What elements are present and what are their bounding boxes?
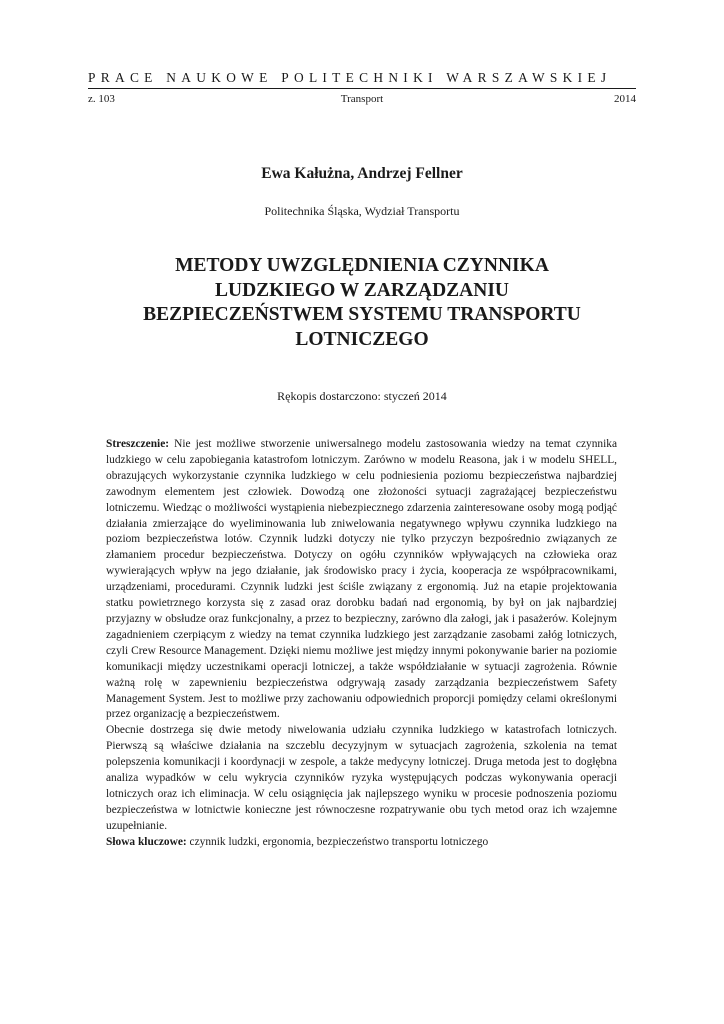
abstract	[106, 437, 617, 851]
abstract-paragraph: Obecnie dostrzega się dwie metody niwelowania udziału czynnika ludzkiego w katastrofach lotniczych. Pierwszą są właściwe działania na szczeblu decyzyjnym w sytuacjach zagrożenia, szkolenia na temat polepszenia komunikacji i koordynacji w zespole, a także medycyny lotniczej. Druga metoda jest to dogłębna analiza wypadków w celu wykrycia czynników ryzyka występujących podczas wykonywania operacji lotniczych oraz ich eliminacja. W celu osiągnięcia jak najlepszego wyniku w procesie podnoszenia poziomu bezpieczeństwa w lotnictwie konieczne jest równoczesne rozpatrywanie obu tych metod oraz ich wzajemne uzupełnianie.	[106, 724, 617, 832]
keywords-label: Słowa kluczowe:	[106, 835, 187, 848]
title-line: LOTNICZEGO	[295, 328, 429, 350]
title-line: LUDZKIEGO W ZARZĄDZANIU	[214, 279, 509, 301]
issue-number: z. 103	[88, 93, 115, 105]
section-name: Transport	[340, 93, 384, 105]
year: 2014	[614, 93, 636, 105]
journal-name: PRACE NAUKOWE POLITECHNIKI WARSZAWSKIEJ	[88, 70, 612, 85]
keywords	[106, 835, 617, 851]
keywords-text: czynnik ludzki, ergonomia, bezpieczeństwo transportu lotniczego	[186, 835, 489, 848]
header-rule	[88, 88, 636, 89]
title-line: METODY UWZGLĘDNIENIA CZYNNIKA	[175, 255, 549, 276]
abstract-label: Streszczenie:	[106, 438, 170, 450]
abstract-paragraph	[106, 437, 617, 723]
authors: Ewa Kałużna, Andrzej Fellner	[261, 165, 463, 182]
affiliation: Politechnika Śląska, Wydział Transportu	[264, 204, 460, 218]
paper-title	[95, 254, 629, 352]
abstract-text: Nie jest możliwe stworzenie uniwersalnego modelu zastosowania wiedzy na temat czynnika ludzkiego w celu zapobiegania katastrofom lotniczym. Zarówno w modelu Reasona, jak i w modelu SHELL, obrazujących wykorzystanie czynnika ludzkiego w celu podniesienia poziomu bezpieczeństwa najbardziej zawodnym elementem jest człowiek. Dowodzą one złożoności sytuacji zagrażającej bezpieczeństwu lotniczemu. Wiedząc o możliwości wystąpienia niebezpiecznego zdarzenia zainteresowane osoby mogą podjąć działania zmierzające do wyeliminowania lub zniwelowania negatywnego wpływu czynnika ludzkiego na poziom bezpieczeństwa lotów. Czynnik ludzki dotyczy nie tylko przyczyn bezpośrednio związanych ze złamaniem procedur bezpieczeństwa. Dotyczy on ogółu czynników wpływających na człowieka oraz wywierających wpływ na jego działanie, jak środowisko pracy i życia, kooperacja ze współpracownikami, urządzeniami, procedurami. Czynnik ludzki jest ściśle związany z ergonomią. Już na etapie projektowania statku powietrznego korzysta się z zasad oraz dorobku badań nad ergonomią, by był on jak najbardziej przyjazny w obsłudze oraz funkcjonalny, a przez to bezpieczny, zarówno dla załogi, jak i pasażerów. Kolejnym zagadnieniem czerpiącym z wiedzy na temat czynnika ludzkiego jest zarządzanie zasobami załóg lotniczych, czyli Crew Resource Management. Dzięki niemu możliwe jest między innymi pokonywanie barier na poziomie komunikacji między uczestnikami operacji lotniczej, a także współdziałanie w sytuacji zagrożenia. Równie ważną rolę w zapewnieniu bezpieczeństwa odgrywają zasady zarządzania bezpieczeństwem Safety Management System. Jest to możliwe przy zachowaniu odpowiednich proporcji pomiędzy celami określonymi przez organizację a bezpieczeństwem.	[106, 438, 617, 721]
title-line: BEZPIECZEŃSTWEM SYSTEMU TRANSPORTU	[143, 304, 581, 325]
received-date: Rękopis dostarczono: styczeń 2014	[277, 389, 447, 403]
